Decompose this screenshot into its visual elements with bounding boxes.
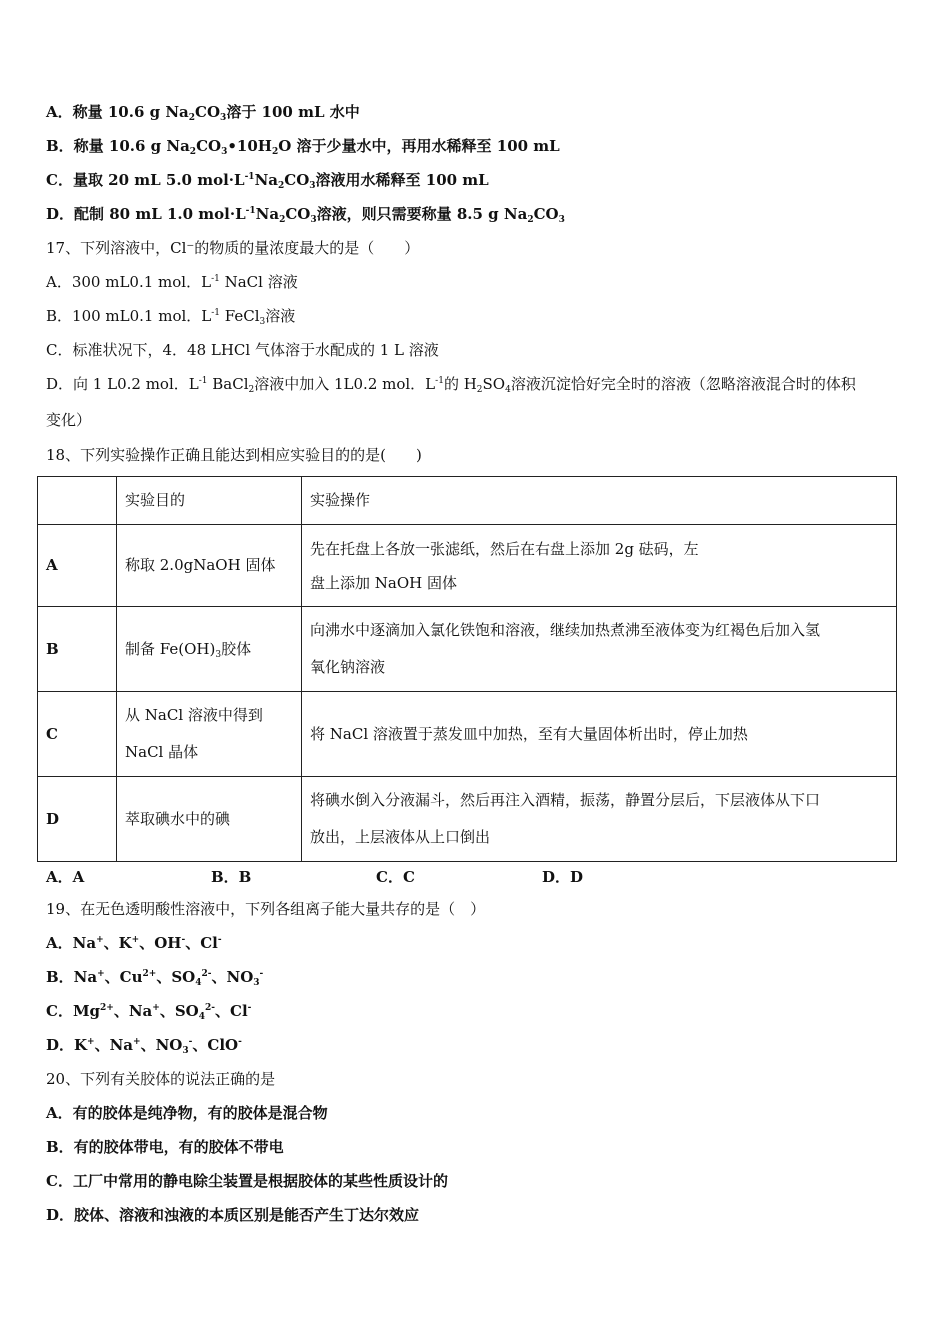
- q18-option-d: D．D: [542, 868, 584, 886]
- q17-option-d-cont: 变化）: [46, 411, 92, 429]
- q18-stem: 18、下列实验操作正确且能达到相应实验目的的是( ): [46, 446, 422, 464]
- q18-option-c: C．C: [376, 868, 415, 886]
- q19-stem: 19、在无色透明酸性溶液中，下列各组离子能大量共存的是（ ）: [46, 900, 486, 918]
- q17-option-a: A．300 mL0.1 mol．$L^{-1}$ NaCl 溶液: [46, 273, 298, 291]
- q20-option-d: D．胶体、溶液和浊液的本质区别是能否产生丁达尔效应: [46, 1206, 420, 1224]
- q17-stem: 17、下列溶液中，Cl⁻的物质的量浓度最大的是（ ）: [46, 239, 420, 257]
- table-header-row: [38, 477, 897, 525]
- q18-option-a: A．A: [46, 868, 85, 886]
- q16-option-a: A．称量 10.6 g $Na_2CO_3$溶于 100 mL 水中: [46, 103, 360, 123]
- q16-option-b: B．称量 10.6 g $Na_2CO_3•10H_2O$ 溶于少量水中，再用水稀释至 100 mL: [46, 137, 560, 157]
- q19-option-c: C．$Mg^{2+}$、Na+、$SO_4^{2-}$、Cl-: [46, 1002, 252, 1022]
- q16-option-d: D．配制 80 mL 1.0 $mol\cdot L^{-1}Na_2CO_3$溶液，则只需要称量 8.5 g $Na_2CO_3$: [46, 205, 565, 225]
- q17-option-c: C．标准状况下，4．48 LHCl 气体溶于水配成的 1 L 溶液: [46, 341, 439, 359]
- header-operation: 实验操作: [302, 477, 897, 525]
- q20-option-b: B．有的胶体带电，有的胶体不带电: [46, 1138, 284, 1156]
- experiment-table: [37, 476, 897, 862]
- table-row: A 称取 2.0gNaOH 固体 先在托盘上各放一张滤纸，然后在右盘上添加 2g 砝码，左 盘上添加 NaOH 固体: [38, 525, 897, 607]
- q16-option-c: C．量取 20 mL 5.0 $mol\cdot L^{-1}Na_2CO_3$溶液用水稀释至 100 mL: [46, 171, 489, 191]
- q19-option-a: A．Na+、K+、OH-、Cl-: [46, 934, 222, 952]
- header-purpose: 实验目的: [117, 477, 302, 525]
- q19-option-d: D．K+、Na+、$NO_3^-$、ClO-: [46, 1036, 242, 1056]
- table-row: D 萃取碘水中的碘 将碘水倒入分液漏斗，然后再注入酒精，振荡，静置分层后，下层液体从下口 放出，上层液体从上口倒出: [38, 777, 897, 862]
- q18-option-b: B．B: [211, 868, 252, 886]
- q20-option-c: C．工厂中常用的静电除尘装置是根据胶体的某些性质设计的: [46, 1172, 448, 1190]
- table-row: B 制备 $Fe(OH)_3$胶体 向沸水中逐滴加入氯化铁饱和溶液，继续加热煮沸至液体变为红褐色后加入氢 氧化钠溶液: [38, 607, 897, 692]
- q17-option-d: D．向 1 L0.2 mol．$L^{-1}$ BaCl$_2$溶液中加入 1L0.2 mol．$L^{-1}$的 $H_2SO_4$溶液沉淀恰好完全时的溶液（忽略溶液混合时的体积: [46, 375, 856, 395]
- q19-option-b: B．Na+、$Cu^{2+}$、$SO_4^{2-}$、$NO_3^-$: [46, 968, 264, 988]
- q20-option-a: A．有的胶体是纯净物，有的胶体是混合物: [46, 1104, 328, 1122]
- q20-stem: 20、下列有关胶体的说法正确的是: [46, 1070, 276, 1088]
- q17-option-b: B．100 mL0.1 mol．$L^{-1}$ FeCl$_3$溶液: [46, 307, 296, 327]
- table-row: C 从 NaCl 溶液中得到 NaCl 晶体 将 NaCl 溶液置于蒸发皿中加热，至有大量固体析出时，停止加热: [38, 692, 897, 777]
